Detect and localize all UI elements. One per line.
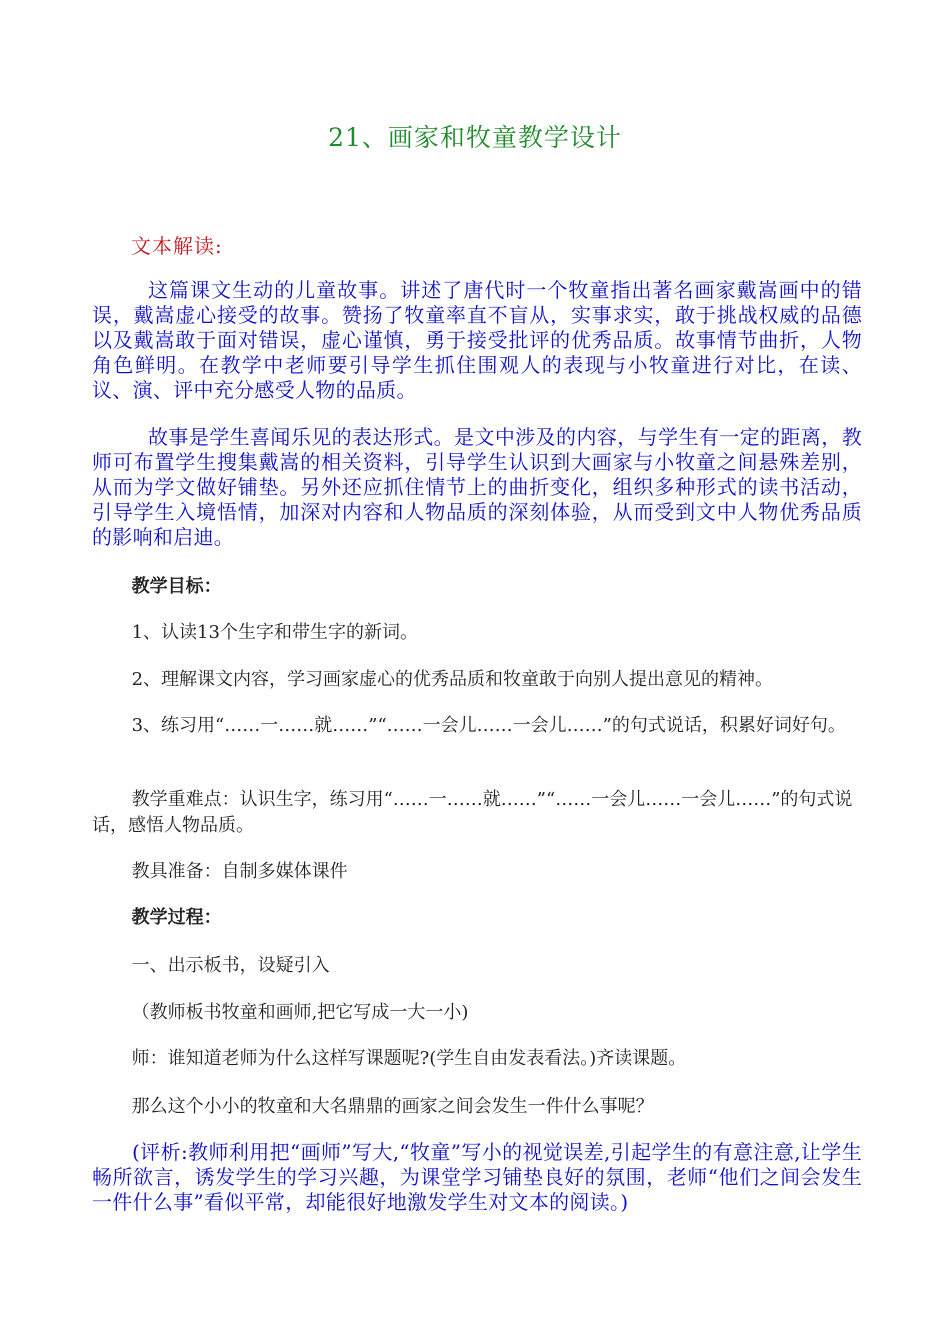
reading-paragraph-2: 故事是学生喜闻乐见的表达形式。是文中涉及的内容，与学生有一定的距离，教师可布置学生搜集戴嵩的相关资料，引导学生认识到大画家与小牧童之间悬殊差别，从而为学文做好铺垫。另外还应抓住情节上的曲折变化，组织多种形式的读书活动，引导学生入境悟情，加深对内容和人物品质的深刻体验，从而受到文中人物优秀品质的影响和启迪。: [92, 425, 862, 549]
goals-heading: 教学目标：: [131, 576, 222, 597]
process-question: 那么这个小小的牧童和大名鼎鼎的画家之间会发生一件什么事呢？: [131, 1096, 654, 1117]
commentary-paragraph: (评析:教师利用把“画师”写大,“牧童”写小的视觉误差,引起学生的有意注意,让学生畅所欲言，诱发学生的学习兴趣，为课堂学习铺垫良好的氛围，老师“他们之间会发生一件什么事”看似平常，却能很好地激发学生对文本的阅读。): [92, 1140, 862, 1214]
goal-item-2: 2、理解课文内容，学习画家虚心的优秀品质和牧童敢于向别人提出意见的精神。: [131, 669, 774, 690]
teacher-line: 师：谁知道老师为什么这样写课题呢?(学生自由发表看法。)齐读课题。: [131, 1048, 687, 1069]
teaching-tools: 教具准备：自制多媒体课件: [131, 861, 348, 882]
page-title: 21、画家和牧童教学设计: [328, 123, 622, 152]
key-points: 教学重难点：认识生字，练习用“……一……就……”“……一会儿……一会儿……”的句式说话，感悟人物品质。: [92, 789, 853, 836]
goal-item-3: 3、练习用“……一……就……”“……一会儿……一会儿……”的句式说话，积累好词好句。: [131, 715, 846, 736]
process-heading: 教学过程：: [131, 907, 222, 928]
process-step-1: 一、出示板书，设疑引入: [131, 955, 330, 976]
section-heading-text-reading: 文本解读:: [131, 234, 223, 258]
goal-item-1: 1、认读13个生字和带生字的新词。: [131, 622, 418, 643]
process-note-1: （教师板书牧童和画师,把它写成一大一小): [131, 1002, 469, 1023]
reading-paragraph-1: 这篇课文生动的儿童故事。讲述了唐代时一个牧童指出著名画家戴嵩画中的错误，戴嵩虚心接受的故事。赞扬了牧童率直不盲从，实事求实，敢于挑战权威的品德以及戴嵩敢于面对错误，虚心谨慎，勇于接受批评的优秀品质。故事情节曲折，人物角色鲜明。在教学中老师要引导学生抓住围观人的表现与小牧童进行对比，在读、议、演、评中充分感受人物的品质。: [92, 278, 862, 402]
